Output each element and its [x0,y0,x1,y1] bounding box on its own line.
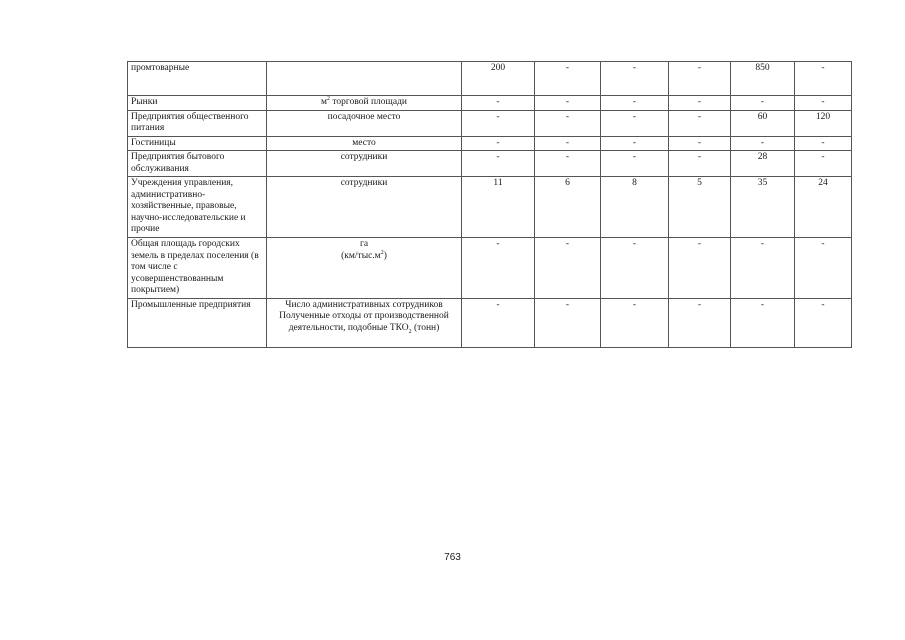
row-name-cell: Общая площадь городских земель в пределах поселения (в том числе с усовершенствованным покрытием) [128,238,267,299]
value-cell: - [669,136,731,151]
row-name-cell: Промышленные предприятия [128,298,267,347]
value-cell: - [669,96,731,111]
table-row [128,151,852,177]
value-cell: - [669,238,731,299]
unit-text: Число административных сотрудников [285,299,443,310]
value-cell: - [731,238,795,299]
value-cell: - [795,62,852,96]
unit-cell [267,238,462,299]
value-cell: 6 [535,177,601,238]
value-cell: - [731,136,795,151]
value-cell: 5 [669,177,731,238]
unit-cell [267,110,462,136]
value-cell: - [535,96,601,111]
unit-cell [267,136,462,151]
value-cell: - [669,298,731,347]
value-cell: - [535,136,601,151]
value-cell: - [669,62,731,96]
unit-text: сотрудники [340,178,388,188]
value-cell: - [462,238,535,299]
unit-text: м [321,97,328,107]
unit-text: Полученные отходы от производственной деятельности, подобные ТКО [279,311,449,333]
row-name-cell: Учреждения управления, административно-хозяйственные, правовые, научно-исследовательские и прочие [128,177,267,238]
page-number: 763 [444,552,461,563]
value-cell: - [601,151,669,177]
value-cell: - [795,96,852,111]
value-cell: - [535,238,601,299]
table-row [128,62,852,96]
value-cell: - [795,298,852,347]
unit-text: 2 [380,249,384,256]
unit-text: га [359,239,369,249]
row-name-cell: Предприятия общественного питания [128,110,267,136]
table-row [128,238,852,299]
unit-text: ) [383,250,387,261]
value-cell: - [601,136,669,151]
value-cell: - [601,62,669,96]
value-cell: - [462,298,535,347]
table-row [128,177,852,238]
value-cell: - [795,238,852,299]
value-cell: 8 [601,177,669,238]
unit-text: (тонн) [411,322,440,333]
value-cell: - [535,62,601,96]
unit-text: место [352,137,376,148]
unit-cell [267,151,462,177]
value-cell: - [535,110,601,136]
unit-text: (км/тыс.м [341,250,381,261]
unit-cell [267,96,462,111]
value-cell: - [669,110,731,136]
value-cell: - [601,110,669,136]
value-cell: - [669,151,731,177]
table-row [128,96,852,111]
value-cell: - [462,96,535,111]
value-cell: - [535,151,601,177]
row-name-cell: Рынки [128,96,267,111]
value-cell: 11 [462,177,535,238]
data-table [127,61,852,348]
value-cell: - [601,96,669,111]
value-cell: - [731,96,795,111]
value-cell: - [601,238,669,299]
row-name-cell: Предприятия бытового обслуживания [128,151,267,177]
row-name-cell: Гостиницы [128,136,267,151]
unit-text: 2 [327,95,331,102]
table-row [128,298,852,347]
value-cell: - [731,298,795,347]
value-cell: 35 [731,177,795,238]
value-cell: - [601,298,669,347]
unit-text: торговой площади [330,97,407,107]
value-cell: - [535,298,601,347]
unit-text: посадочное место [327,111,401,122]
table-row [128,110,852,136]
value-cell: - [795,136,852,151]
value-cell: 200 [462,62,535,96]
table-row [128,136,852,151]
value-cell: 60 [731,110,795,136]
unit-text: 2 [408,328,412,335]
unit-cell [267,177,462,238]
unit-text: сотрудники [340,152,388,162]
value-cell: - [462,110,535,136]
value-cell: - [462,151,535,177]
row-name-cell: промтоварные [128,62,267,96]
value-cell: 850 [731,62,795,96]
table-body [128,62,852,348]
value-cell: - [795,151,852,177]
unit-cell [267,62,462,96]
unit-cell [267,298,462,347]
value-cell: - [462,136,535,151]
value-cell: 120 [795,110,852,136]
value-cell: 24 [795,177,852,238]
value-cell: 28 [731,151,795,177]
